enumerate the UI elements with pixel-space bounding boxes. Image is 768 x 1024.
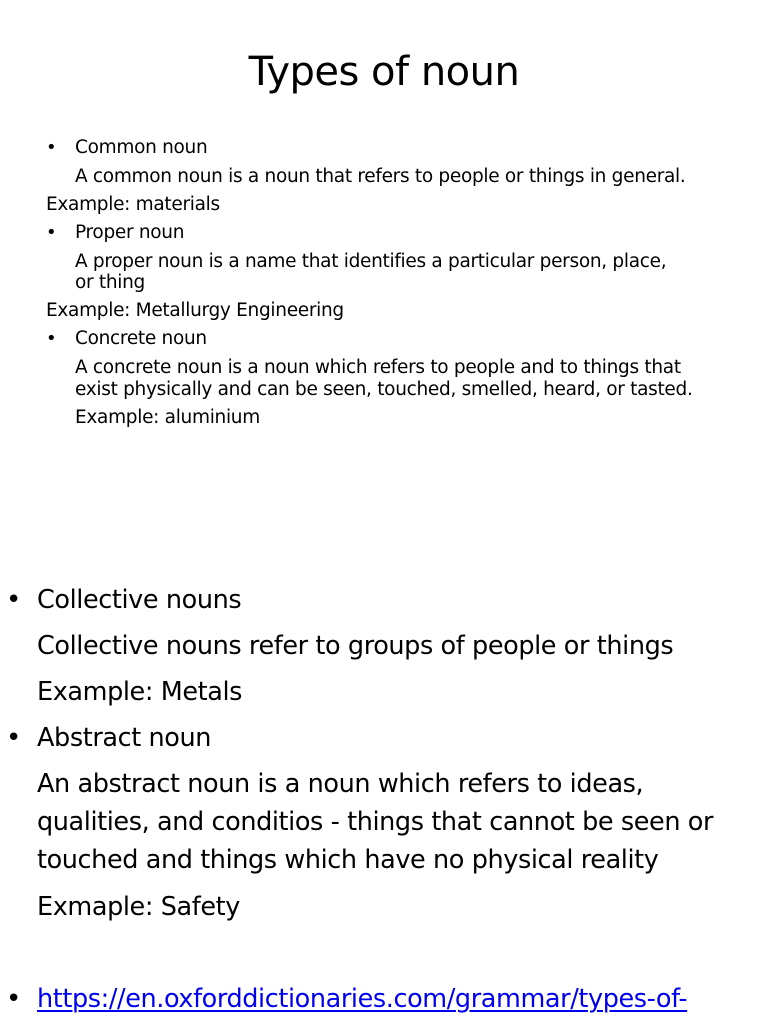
bullet-icon: • — [6, 723, 21, 753]
page-title: Types of noun — [248, 49, 520, 95]
concrete-noun-example: Example: aluminium — [75, 407, 260, 428]
collective-noun-example: Example: Metals — [37, 677, 243, 707]
proper-noun-heading: Proper noun — [75, 222, 185, 243]
collective-noun-definition: Collective nouns refer to groups of people or things — [37, 631, 674, 661]
bullet-icon: • — [6, 585, 21, 615]
concrete-noun-definition-line2: exist physically and can be seen, touched, smelled, heard, or tasted. — [75, 379, 693, 400]
bullet-icon: • — [46, 328, 57, 349]
concrete-noun-definition-line1: A concrete noun is a noun which refers to people and to things that — [75, 357, 681, 378]
abstract-noun-definition-line2: qualities, and conditios - things that cannot be seen or — [37, 807, 714, 837]
abstract-noun-definition-line1: An abstract noun is a noun which refers to ideas, — [37, 769, 644, 799]
common-noun-heading: Common noun — [75, 137, 208, 158]
oxford-dictionaries-link[interactable]: https://en.oxforddictionaries.com/grammar/types-of- — [37, 984, 688, 1014]
proper-noun-definition-line1: A proper noun is a name that identifies a particular person, place, — [75, 251, 667, 272]
concrete-noun-heading: Concrete noun — [75, 328, 207, 349]
abstract-noun-heading: Abstract noun — [37, 723, 212, 753]
bullet-icon: • — [6, 984, 21, 1014]
proper-noun-example: Example: Metallurgy Engineering — [46, 300, 344, 321]
proper-noun-definition-line2: or thing — [75, 272, 145, 293]
abstract-noun-definition-line3: touched and things which have no physical reality — [37, 845, 659, 875]
collective-noun-heading: Collective nouns — [37, 585, 242, 615]
bullet-icon: • — [46, 137, 57, 158]
bullet-icon: • — [46, 222, 57, 243]
abstract-noun-example: Exmaple: Safety — [37, 892, 240, 922]
common-noun-example: Example: materials — [46, 194, 220, 215]
common-noun-definition: A common noun is a noun that refers to people or things in general. — [75, 166, 686, 187]
